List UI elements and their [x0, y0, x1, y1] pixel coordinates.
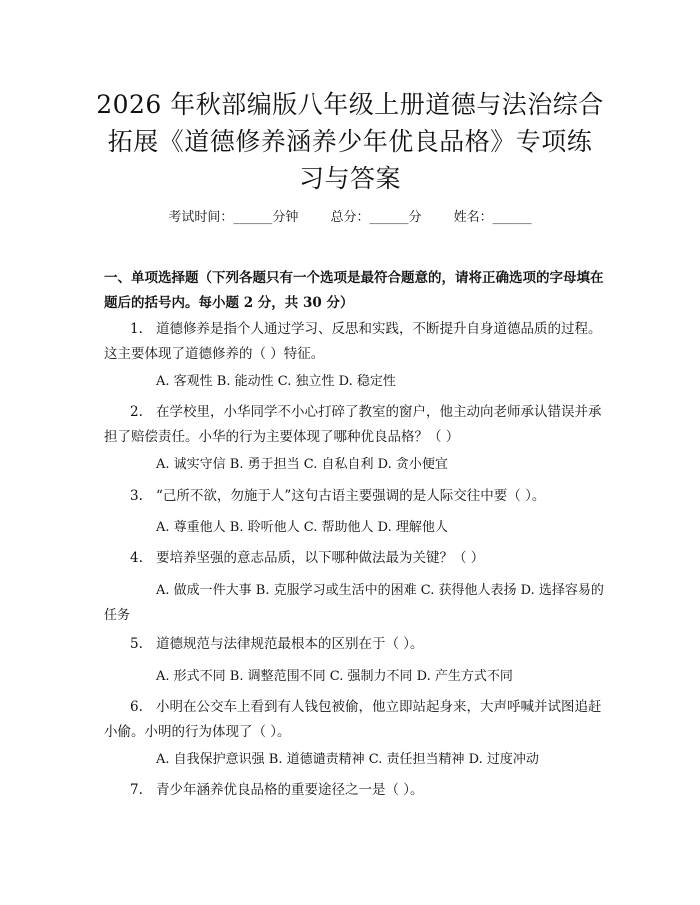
question-3 [104, 484, 604, 509]
question-text: 小明在公交车上看到有人钱包被偷，他立即站起身来，大声呼喊并试图追赶小偷。小明的行为体现了（ ）。 [104, 699, 602, 740]
question-1-options: A. 客观性 B. 能动性 C. 独立性 D. 稳定性 [156, 374, 396, 389]
question-4 [104, 546, 604, 571]
title-line-2: 拓展《道德修养涵养少年优良品格》专项练 [107, 127, 593, 156]
question-number: 4. [130, 550, 143, 566]
section-heading: 一、单项选择题（下列各题只有一个选项是最符合题意的，请将正确选项的字母填在题后的括号内。每小题 2 分，共 30 分） [104, 270, 604, 311]
exam-meta [0, 206, 700, 225]
question-number: 7. [130, 782, 143, 798]
exam-time: 考试时间：______分钟 [168, 210, 299, 225]
question-text: 青少年涵养优良品格的重要途径之一是（ ）。 [156, 782, 424, 798]
question-text: 道德修养是指个人通过学习、反思和实践，不断提升自身道德品质的过程。这主要体现了道德修养的（ ）特征。 [104, 321, 602, 362]
question-number: 6. [130, 699, 143, 715]
question-number: 1. [130, 321, 143, 337]
title-line-1: 2026 年秋部编版八年级上册道德与法治综合 [96, 90, 604, 119]
question-text: 在学校里，小华同学不小心打碎了教室的窗户，他主动向老师承认错误并承担了赔偿责任。小华的行为主要体现了哪种优良品格？（ ） [104, 404, 602, 445]
question-text: 要培养坚强的意志品质，以下哪种做法最为关键？（ ） [156, 550, 485, 566]
exam-name: 姓名：______ [453, 210, 532, 225]
question-6 [104, 695, 604, 745]
question-number: 3. [130, 488, 143, 504]
question-4-options: A. 做成一件大事 B. 克服学习或生活中的困难 C. 获得他人表扬 D. 选择容易的任务 [104, 583, 604, 623]
document-title [60, 86, 640, 197]
question-2-options: A. 诚实守信 B. 勇于担当 C. 自私自利 D. 贪小便宜 [156, 457, 448, 472]
question-6-options: A. 自我保护意识强 B. 道德谴责精神 C. 责任担当精神 D. 过度冲动 [156, 752, 539, 767]
question-1 [104, 317, 604, 367]
title-line-3: 习与答案 [298, 164, 401, 193]
question-2 [104, 400, 604, 450]
question-5-options: A. 形式不同 B. 调整范围不同 C. 强制力不同 D. 产生方式不同 [156, 669, 513, 684]
question-text: 道德规范与法律规范最根本的区别在于（ ）。 [156, 636, 424, 652]
exam-score: 总分：______分 [330, 210, 422, 225]
question-5 [104, 632, 604, 657]
question-number: 2. [130, 404, 143, 420]
question-number: 5. [130, 636, 143, 652]
question-7 [104, 778, 604, 803]
question-3-options: A. 尊重他人 B. 聆听他人 C. 帮助他人 D. 理解他人 [156, 520, 448, 535]
question-text: “己所不欲，勿施于人”这句古语主要强调的是人际交往中要（ ）。 [156, 488, 546, 504]
